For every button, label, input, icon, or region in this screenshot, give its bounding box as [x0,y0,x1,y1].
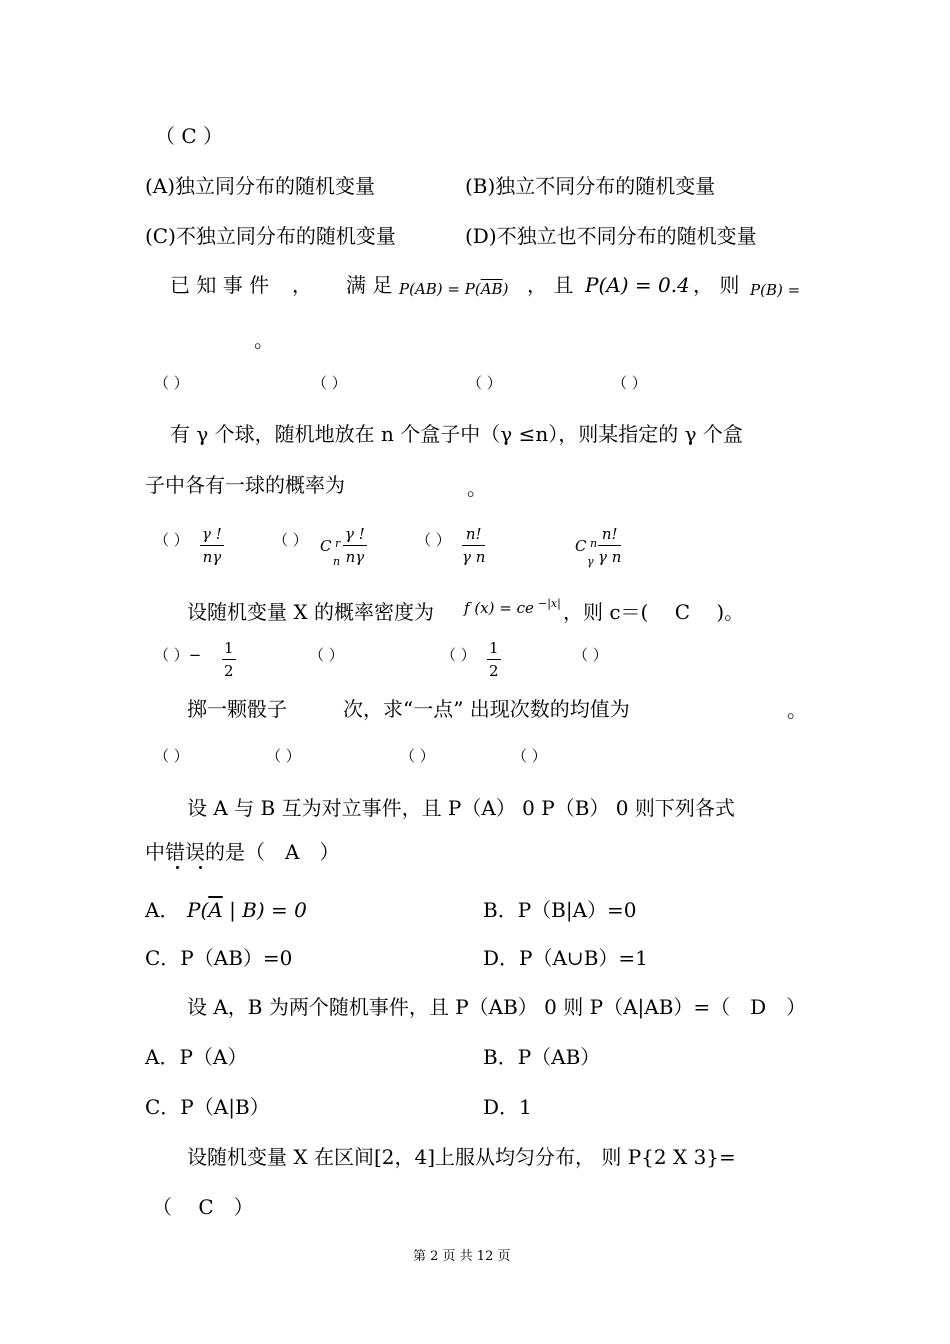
q3-f4-num: n! [601,525,618,543]
q7-option-d: D．1 [483,1095,532,1119]
q4-stem-b: ，则 c＝( C )。 [563,600,745,624]
q2-option-c: （ ） [467,374,502,392]
q3-c4-sup: n [590,537,598,550]
q2-stem-b: 满 足 [346,273,393,297]
q7-option-c: C．P（A|B） [145,1095,270,1119]
q3-fraction-3 [462,525,485,566]
q3-f3-num: n! [465,525,482,543]
q2-eq1-left: P(AB) = P( [399,280,481,298]
page-footer: 第 2 页 共 12 页 [413,1249,511,1264]
q4-fa-num: 1 [224,639,234,657]
q6-emphasis-dot-1 [176,866,179,869]
q3-f1-den: nγ [202,548,222,566]
q3-c2: C [320,537,332,555]
q1-option-a: (A)独立同分布的随机变量 [145,174,376,198]
q2-eq1-bar: $\overline{AB}$ [480,280,503,298]
q4-option-a: （ ）− [154,646,202,664]
q3-stem-line2: 子中各有一球的概率为 [145,473,345,497]
q2-option-b: （ ） [312,374,347,392]
q3-f1-num: γ ! [202,525,222,543]
q6-option-a-expr [187,900,307,920]
q3-c2-sub: n [333,555,341,568]
q2-end: 。 [254,328,274,352]
q4-fc-den: 2 [489,662,499,680]
q2-equation-3: P(B) = [750,281,801,299]
q2-stem-a: 已 知 事 件 [170,273,270,297]
q3-f4-den: γ n [598,548,622,566]
q6-option-b: B．P（B|A）=0 [483,898,637,922]
q6-option-d: D．P（A∪B）=1 [483,946,648,970]
q1-option-c: (C)不独立同分布的随机变量 [145,224,396,248]
q2-stem-d: ， 则 [693,273,740,297]
q3-c4-sub: γ [587,555,594,568]
q3-stem-line1: 有 γ 个球，随机地放在 n 个盒子中（γ ≤n），则某指定的 γ 个盒 [170,422,743,446]
q2-eq1-right: ) [502,280,509,298]
q4-stem-a: 设随机变量 X 的概率密度为 [187,600,434,624]
q4-fx: f (x) = ce [464,599,534,617]
q1-answer-line: （ C ） [155,124,224,148]
q6-opta-expr-b: | B) = 0 [222,898,307,922]
q6-stem-line2: 中错误的是（ A ） [145,840,340,864]
q8-stem-line2: （ C ） [152,1195,254,1219]
q1-option-b: (B)独立不同分布的随机变量 [465,174,716,198]
q2-equation-2: P(A) = 0.4 [585,273,690,297]
q4-fraction-c [487,639,501,680]
q3-c4: C [575,537,587,555]
q3-c2-sup: r [335,537,341,550]
q4-option-b: （ ） [309,646,344,664]
q4-fraction-a [222,639,236,680]
q4-fc-num: 1 [489,639,499,657]
q2-stem-comma: ， [292,273,312,297]
q4-option-c: （ ） [441,646,476,664]
q2-stem-c: ， 且 [527,273,574,297]
q3-fraction-2 [343,525,367,566]
q3-end: 。 [467,476,487,500]
q5-option-d: （ ） [512,747,547,765]
q3-fraction-1 [200,525,224,566]
q3-f2-den: nγ [345,548,365,566]
q5-option-c: （ ） [400,747,435,765]
q3-f2-num: γ ! [345,525,365,543]
q2-option-d: （ ） [612,374,647,392]
q6-option-a-label: A． [145,898,180,922]
q6-opta-expr-a: P( [187,898,209,922]
q6-option-c: C．P（AB）=0 [145,946,293,970]
q7-option-b: B．P（AB） [483,1045,601,1069]
q3-f3-den: γ n [462,548,486,566]
q3-option-a: （ ） [154,531,189,549]
q3-option-b: （ ） [273,531,308,549]
q5-end: 。 [787,698,807,722]
q3-fraction-4 [598,525,621,566]
q4-fa-den: 2 [224,662,234,680]
q3-option-c: （ ） [416,531,451,549]
q6-opta-bar: $\overline{A}$ [208,898,223,922]
q7-stem: 设 A，B 为两个随机事件，且 P（AB） 0 则 P（A|AB）=（ D ） [187,995,807,1019]
q2-option-a: （ ） [154,374,189,392]
q4-fx-sup: −|x| [538,597,561,610]
q1-option-d: (D)不独立也不同分布的随机变量 [465,224,757,248]
q6-emphasis-dot-2 [199,866,202,869]
q7-option-a: A．P（A） [145,1045,248,1069]
q8-stem-line1: 设随机变量 X 在区间[2，4]上服从均匀分布， 则 P{2 X 3}= [187,1145,736,1169]
q5-option-b: （ ） [266,747,301,765]
q6-stem-line1: 设 A 与 B 互为对立事件，且 P（A） 0 P（B） 0 则下列各式 [187,796,735,820]
q2-equation-1 [399,282,508,297]
q5-stem-b: 次，求“一点” 出现次数的均值为 [343,697,630,721]
q5-stem-a: 掷一颗骰子 [187,697,287,721]
q5-option-a: （ ） [154,747,189,765]
q4-option-d: （ ） [573,646,608,664]
